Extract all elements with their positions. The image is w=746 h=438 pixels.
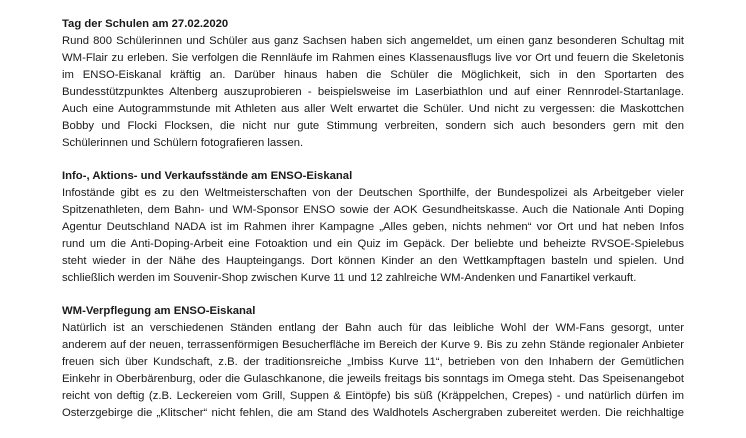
paragraph-line: Auch eine Autogrammstunde mit Athleten aus aller Welt erwartet die Schüler. Und nicht zu vergessen: die Maskottchen — [62, 103, 684, 115]
section-heading: Info-, Aktions- und Verkaufsstände am ENSO-Eiskanal — [62, 170, 353, 182]
section-heading: WM-Verpflegung am ENSO-Eiskanal — [62, 305, 256, 317]
paragraph-line: schließlich werden im Souvenir-Shop zwischen Kurve 11 und 12 zahlreiche WM-Andenken und Fanartikel verkauft. — [62, 272, 637, 284]
section-school-day — [62, 16, 684, 152]
paragraph-line: Agentur Deutschland NADA ist im Rahmen ihrer Kampagne „Alles geben, nichts nehmen“ vor Ort und hat neben Infos — [62, 221, 684, 233]
paragraph-line: Infostände gibt es zu den Weltmeisterschaften von der Deutschen Sporthilfe, der Bundespolizei als Arbeitgeber vieler — [62, 187, 684, 199]
paragraph-line: im ENSO-Eiskanal kräftig an. Darüber hinaus haben die Schüler die Möglichkeit, sich in den Sportarten des — [62, 69, 684, 81]
paragraph-line: Einkehr in Oberbärenburg, oder die Gulaschkanone, die jeweils freitags bis sonntags im Omega steht. Das Speisenangebot — [62, 373, 684, 385]
paragraph-line: Spitzenathleten, dem Bahn- und WM-Sponsor ENSO sowie der AOK Gesundheitskasse. Auch die Nationale Anti Doping — [62, 204, 684, 216]
section-catering — [62, 303, 684, 422]
paragraph-line: anderem auf der neuen, terrassenförmigen Besucherfläche im Bereich der Kurve 9. Bis zu zehn Stände regionaler Anbieter — [62, 339, 684, 351]
section-heading: Tag der Schulen am 27.02.2020 — [62, 18, 229, 30]
paragraph-line: Schülerinnen und Schülern fotografieren lassen. — [62, 137, 304, 149]
paragraph-line: Rund 800 Schülerinnen und Schüler aus ganz Sachsen haben sich angemeldet, um einen ganz besonderen Schultag mit — [62, 35, 684, 47]
paragraph-line: Bobby und Flocki Flocksen, die nicht nur gute Stimmung verbreiten, sondern sich auch besonders gern mit den — [62, 120, 684, 132]
document-page — [62, 16, 684, 438]
paragraph-line: freuen sich über Kundschaft, z.B. der traditionsreiche „Imbiss Kurve 11“, betrieben von den Inhabern der Gemütlichen — [62, 356, 684, 368]
paragraph-line: Bundesstützpunktes Altenberg auszuprobieren - beispielsweise im Laserbiathlon und auf einer Rennrodel-Startanlage. — [62, 86, 684, 98]
paragraph-line: WM-Flair zu erleben. Sie verfolgen die Rennläufe im Rahmen eines Klassenausflugs live vor Ort und feuern die Skeletonis — [62, 52, 684, 64]
paragraph-line: Natürlich ist an verschiedenen Ständen entlang der Bahn auch für das leibliche Wohl der WM-Fans gesorgt, unter — [62, 322, 684, 334]
section-info-stands — [62, 168, 684, 287]
paragraph-line: reicht von deftig (z.B. Leckereien vom Grill, Suppen & Eintöpfe) bis süß (Kräppelchen, Crepes) - und natürlich dürfen im — [62, 390, 684, 402]
paragraph-line: rund um die Anti-Doping-Arbeit eine Fotoaktion und ein Quiz im Gepäck. Der beliebte und beheizte RVSOE-Spielebus — [62, 238, 684, 250]
paragraph-line: steht wieder in der Nähe des Haupteingangs. Dort können Kinder an den Wettkampftagen basteln und spielen. Und — [62, 255, 684, 267]
paragraph-line: Osterzgebirge die „Klitscher“ nicht fehlen, die am Stand des Waldhotels Aschergraben zubereitet werden. Die reichhaltige — [62, 407, 684, 419]
